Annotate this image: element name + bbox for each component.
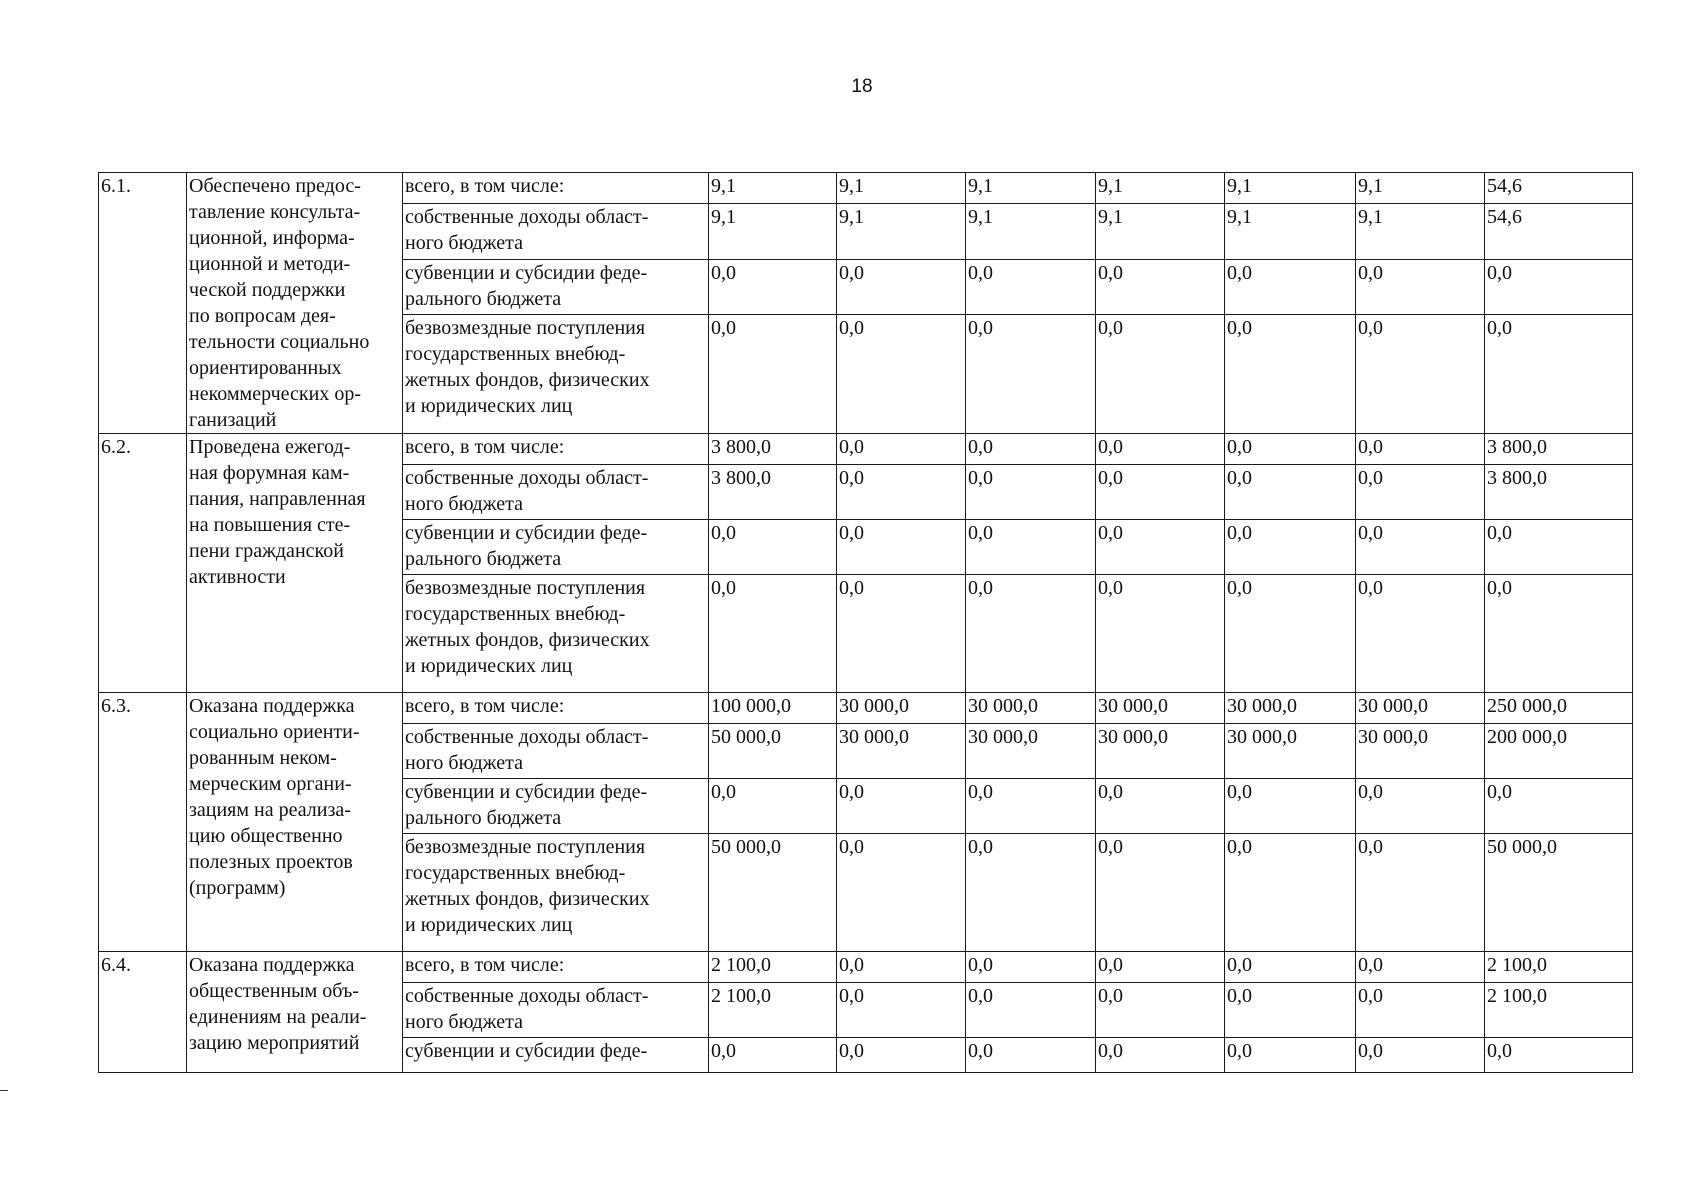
year-value: 0,0 (1225, 952, 1356, 983)
item-title-line: мерческим органи- (189, 773, 352, 795)
year-value: 0,0 (837, 315, 966, 434)
funding-source-line: субвенции и субсидии феде- (405, 1040, 648, 1062)
year-value: 9,1 (1225, 173, 1356, 204)
funding-source (403, 520, 709, 575)
funding-source-line: всего, в том числе: (405, 695, 565, 717)
year-value: 0,0 (1096, 315, 1225, 434)
item-title-line: ческой поддержки (189, 279, 346, 301)
item-title-line: социально ориенти- (189, 721, 360, 743)
funding-source (403, 779, 709, 834)
item-title-line: (программ) (189, 877, 286, 899)
year-value: 9,1 (709, 173, 837, 204)
year-value: 0,0 (1356, 834, 1485, 952)
item-title-line: ориентированных (189, 357, 342, 379)
funding-source (403, 465, 709, 520)
total-value: 0,0 (1485, 1038, 1633, 1073)
item-title-line: по вопросам дея- (189, 305, 336, 327)
year-value: 9,1 (709, 204, 837, 259)
funding-source (403, 952, 709, 983)
year-value: 0,0 (1356, 779, 1485, 834)
total-value: 3 800,0 (1485, 434, 1633, 465)
funding-source (403, 724, 709, 779)
table-row (99, 952, 1633, 983)
year-value: 0,0 (966, 434, 1096, 465)
item-title-line: рованным неком- (189, 747, 337, 769)
year-value: 0,0 (1356, 1038, 1485, 1073)
item-title-line: Обеспечено предос- (189, 175, 361, 197)
item-title-line: ная форумная кам- (189, 462, 350, 484)
year-value: 0,0 (1096, 575, 1225, 693)
funding-source-line: ного бюджета (405, 1011, 523, 1033)
page-number: 18 (851, 76, 873, 97)
year-value: 0,0 (1096, 520, 1225, 575)
year-value: 2 100,0 (709, 952, 837, 983)
funding-source-line: ного бюджета (405, 493, 523, 515)
year-value: 0,0 (966, 465, 1096, 520)
total-value: 50 000,0 (1485, 834, 1633, 952)
funding-source-line: собственные доходы област- (405, 467, 649, 489)
funding-source-line: безвозмездные поступления (405, 317, 646, 340)
year-value: 0,0 (837, 465, 966, 520)
table-row (99, 693, 1633, 724)
year-value: 0,0 (1096, 952, 1225, 983)
funding-source (403, 983, 709, 1038)
year-value: 0,0 (709, 575, 837, 693)
item-title-line: зациям на реализа- (189, 799, 351, 821)
total-value: 250 000,0 (1485, 693, 1633, 724)
item-title-line: некоммерческих ор- (189, 383, 361, 405)
year-value: 0,0 (966, 315, 1096, 434)
year-value: 0,0 (1225, 834, 1356, 952)
year-value: 9,1 (966, 173, 1096, 204)
year-value: 100 000,0 (709, 693, 837, 724)
funding-source-line: и юридических лиц (405, 395, 573, 418)
funding-source-line: всего, в том числе: (405, 175, 565, 197)
year-value: 0,0 (837, 1038, 966, 1073)
year-value: 0,0 (1356, 520, 1485, 575)
year-value: 30 000,0 (1096, 724, 1225, 779)
year-value: 0,0 (966, 779, 1096, 834)
item-title-line: ционной и методи- (189, 253, 351, 275)
year-value: 30 000,0 (1356, 724, 1485, 779)
item-title-line: Оказана поддержка (189, 954, 355, 976)
item-title (187, 693, 403, 952)
year-value: 0,0 (837, 575, 966, 693)
year-value: 30 000,0 (837, 693, 966, 724)
year-value: 0,0 (837, 434, 966, 465)
funding-source (403, 834, 709, 952)
year-value: 0,0 (1225, 575, 1356, 693)
year-value: 0,0 (1096, 465, 1225, 520)
funding-source-line: субвенции и субсидии феде- (405, 781, 648, 803)
year-value: 0,0 (709, 315, 837, 434)
item-title-line: ганизаций (189, 409, 277, 431)
year-value: 0,0 (1356, 434, 1485, 465)
funding-source-line: собственные доходы област- (405, 206, 649, 229)
total-value: 2 100,0 (1485, 952, 1633, 983)
item-title (187, 173, 403, 434)
year-value: 30 000,0 (1225, 693, 1356, 724)
funding-source-line: жетных фондов, физических (405, 369, 650, 392)
year-value: 9,1 (1225, 204, 1356, 259)
year-value: 0,0 (1356, 315, 1485, 434)
total-value: 0,0 (1485, 779, 1633, 834)
funding-source-line: ного бюджета (405, 232, 523, 255)
total-value: 0,0 (1485, 315, 1633, 434)
funding-source-line: ного бюджета (405, 752, 523, 774)
year-value: 0,0 (837, 952, 966, 983)
year-value: 0,0 (1096, 983, 1225, 1038)
total-value: 54,6 (1485, 173, 1633, 204)
funding-source (403, 259, 709, 314)
year-value: 0,0 (1356, 575, 1485, 693)
year-value: 0,0 (837, 983, 966, 1038)
year-value: 0,0 (1225, 1038, 1356, 1073)
year-value: 0,0 (966, 259, 1096, 314)
year-value: 0,0 (1225, 259, 1356, 314)
item-number: 6.4. (99, 952, 187, 1073)
funding-source-line: и юридических лиц (405, 914, 573, 936)
year-value: 0,0 (1096, 779, 1225, 834)
funding-source-line: жетных фондов, физических (405, 629, 650, 651)
funding-source (403, 693, 709, 724)
total-value: 0,0 (1485, 259, 1633, 314)
year-value: 0,0 (966, 983, 1096, 1038)
item-title-line: зацию мероприятий (189, 1032, 360, 1054)
item-title-line: тавление консульта- (189, 201, 361, 223)
year-value: 30 000,0 (966, 693, 1096, 724)
budget-table (98, 172, 1633, 1073)
item-title-line: ционной, информа- (189, 227, 355, 249)
funding-source-line: безвозмездные поступления (405, 836, 646, 858)
year-value: 30 000,0 (1096, 693, 1225, 724)
year-value: 2 100,0 (709, 983, 837, 1038)
year-value: 9,1 (966, 204, 1096, 259)
item-title-line: Проведена ежегод- (189, 436, 351, 458)
funding-source-line: жетных фондов, физических (405, 888, 650, 910)
year-value: 0,0 (966, 834, 1096, 952)
funding-source-line: государственных внебюд- (405, 343, 626, 366)
year-value: 30 000,0 (966, 724, 1096, 779)
total-value: 2 100,0 (1485, 983, 1633, 1038)
year-value: 9,1 (1356, 173, 1485, 204)
item-title-line: Оказана поддержка (189, 695, 355, 717)
item-number: 6.1. (99, 173, 187, 434)
year-value: 9,1 (1356, 204, 1485, 259)
total-value: 200 000,0 (1485, 724, 1633, 779)
total-value: 54,6 (1485, 204, 1633, 259)
year-value: 30 000,0 (1356, 693, 1485, 724)
year-value: 0,0 (966, 1038, 1096, 1073)
year-value: 0,0 (966, 520, 1096, 575)
funding-source-line: рального бюджета (405, 287, 562, 310)
total-value: 0,0 (1485, 520, 1633, 575)
year-value: 0,0 (709, 1038, 837, 1073)
funding-source (403, 434, 709, 465)
year-value: 0,0 (966, 952, 1096, 983)
item-number: 6.2. (99, 434, 187, 693)
year-value: 30 000,0 (837, 724, 966, 779)
year-value: 0,0 (1356, 259, 1485, 314)
year-value: 0,0 (1356, 465, 1485, 520)
item-title-line: активности (189, 566, 286, 588)
year-value: 50 000,0 (709, 724, 837, 779)
year-value: 0,0 (1225, 983, 1356, 1038)
year-value: 0,0 (1225, 465, 1356, 520)
year-value: 9,1 (1096, 173, 1225, 204)
year-value: 0,0 (1356, 983, 1485, 1038)
funding-source-line: субвенции и субсидии феде- (405, 261, 648, 284)
year-value: 0,0 (1225, 315, 1356, 434)
funding-source (403, 315, 709, 434)
year-value: 0,0 (1096, 1038, 1225, 1073)
year-value: 0,0 (966, 575, 1096, 693)
item-title-line: цию общественно (189, 825, 343, 847)
item-title-line: единениям на реали- (189, 1006, 367, 1028)
year-value: 0,0 (837, 259, 966, 314)
item-title-line: тельности социально (189, 331, 370, 353)
item-title-line: полезных проектов (189, 851, 353, 873)
year-value: 30 000,0 (1225, 724, 1356, 779)
item-number: 6.3. (99, 693, 187, 952)
item-title (187, 952, 403, 1073)
total-value: 0,0 (1485, 575, 1633, 693)
year-value: 9,1 (1096, 204, 1225, 259)
year-value: 0,0 (709, 779, 837, 834)
year-value: 0,0 (1225, 520, 1356, 575)
table-row (99, 434, 1633, 465)
funding-source-line: субвенции и субсидии феде- (405, 522, 648, 544)
margin-mark (0, 1090, 8, 1091)
year-value: 0,0 (1096, 834, 1225, 952)
funding-source-line: государственных внебюд- (405, 862, 626, 884)
table-body (99, 173, 1633, 1073)
funding-source-line: собственные доходы област- (405, 726, 649, 748)
year-value: 9,1 (837, 173, 966, 204)
total-value: 3 800,0 (1485, 465, 1633, 520)
funding-source (403, 575, 709, 693)
funding-source-line: безвозмездные поступления (405, 577, 646, 599)
funding-source-line: и юридических лиц (405, 655, 573, 677)
year-value: 0,0 (1225, 434, 1356, 465)
item-title (187, 434, 403, 693)
year-value: 0,0 (837, 779, 966, 834)
funding-source-line: всего, в том числе: (405, 954, 565, 976)
funding-source (403, 1038, 709, 1073)
year-value: 0,0 (837, 834, 966, 952)
funding-source (403, 204, 709, 259)
year-value: 0,0 (1096, 434, 1225, 465)
funding-source-line: рального бюджета (405, 807, 562, 829)
funding-source-line: государственных внебюд- (405, 603, 626, 625)
year-value: 3 800,0 (709, 434, 837, 465)
year-value: 0,0 (709, 520, 837, 575)
item-title-line: пени гражданской (189, 540, 344, 562)
item-title-line: на повышения сте- (189, 514, 351, 536)
year-value: 3 800,0 (709, 465, 837, 520)
year-value: 0,0 (1096, 259, 1225, 314)
year-value: 9,1 (837, 204, 966, 259)
year-value: 0,0 (709, 259, 837, 314)
item-title-line: общественным объ- (189, 980, 359, 1002)
funding-source-line: собственные доходы област- (405, 985, 649, 1007)
table-row (99, 173, 1633, 204)
year-value: 0,0 (1356, 952, 1485, 983)
year-value: 0,0 (837, 520, 966, 575)
funding-source (403, 173, 709, 204)
year-value: 0,0 (1225, 779, 1356, 834)
funding-source-line: всего, в том числе: (405, 436, 565, 458)
item-title-line: пания, направленная (189, 488, 366, 510)
funding-source-line: рального бюджета (405, 548, 562, 570)
year-value: 50 000,0 (709, 834, 837, 952)
